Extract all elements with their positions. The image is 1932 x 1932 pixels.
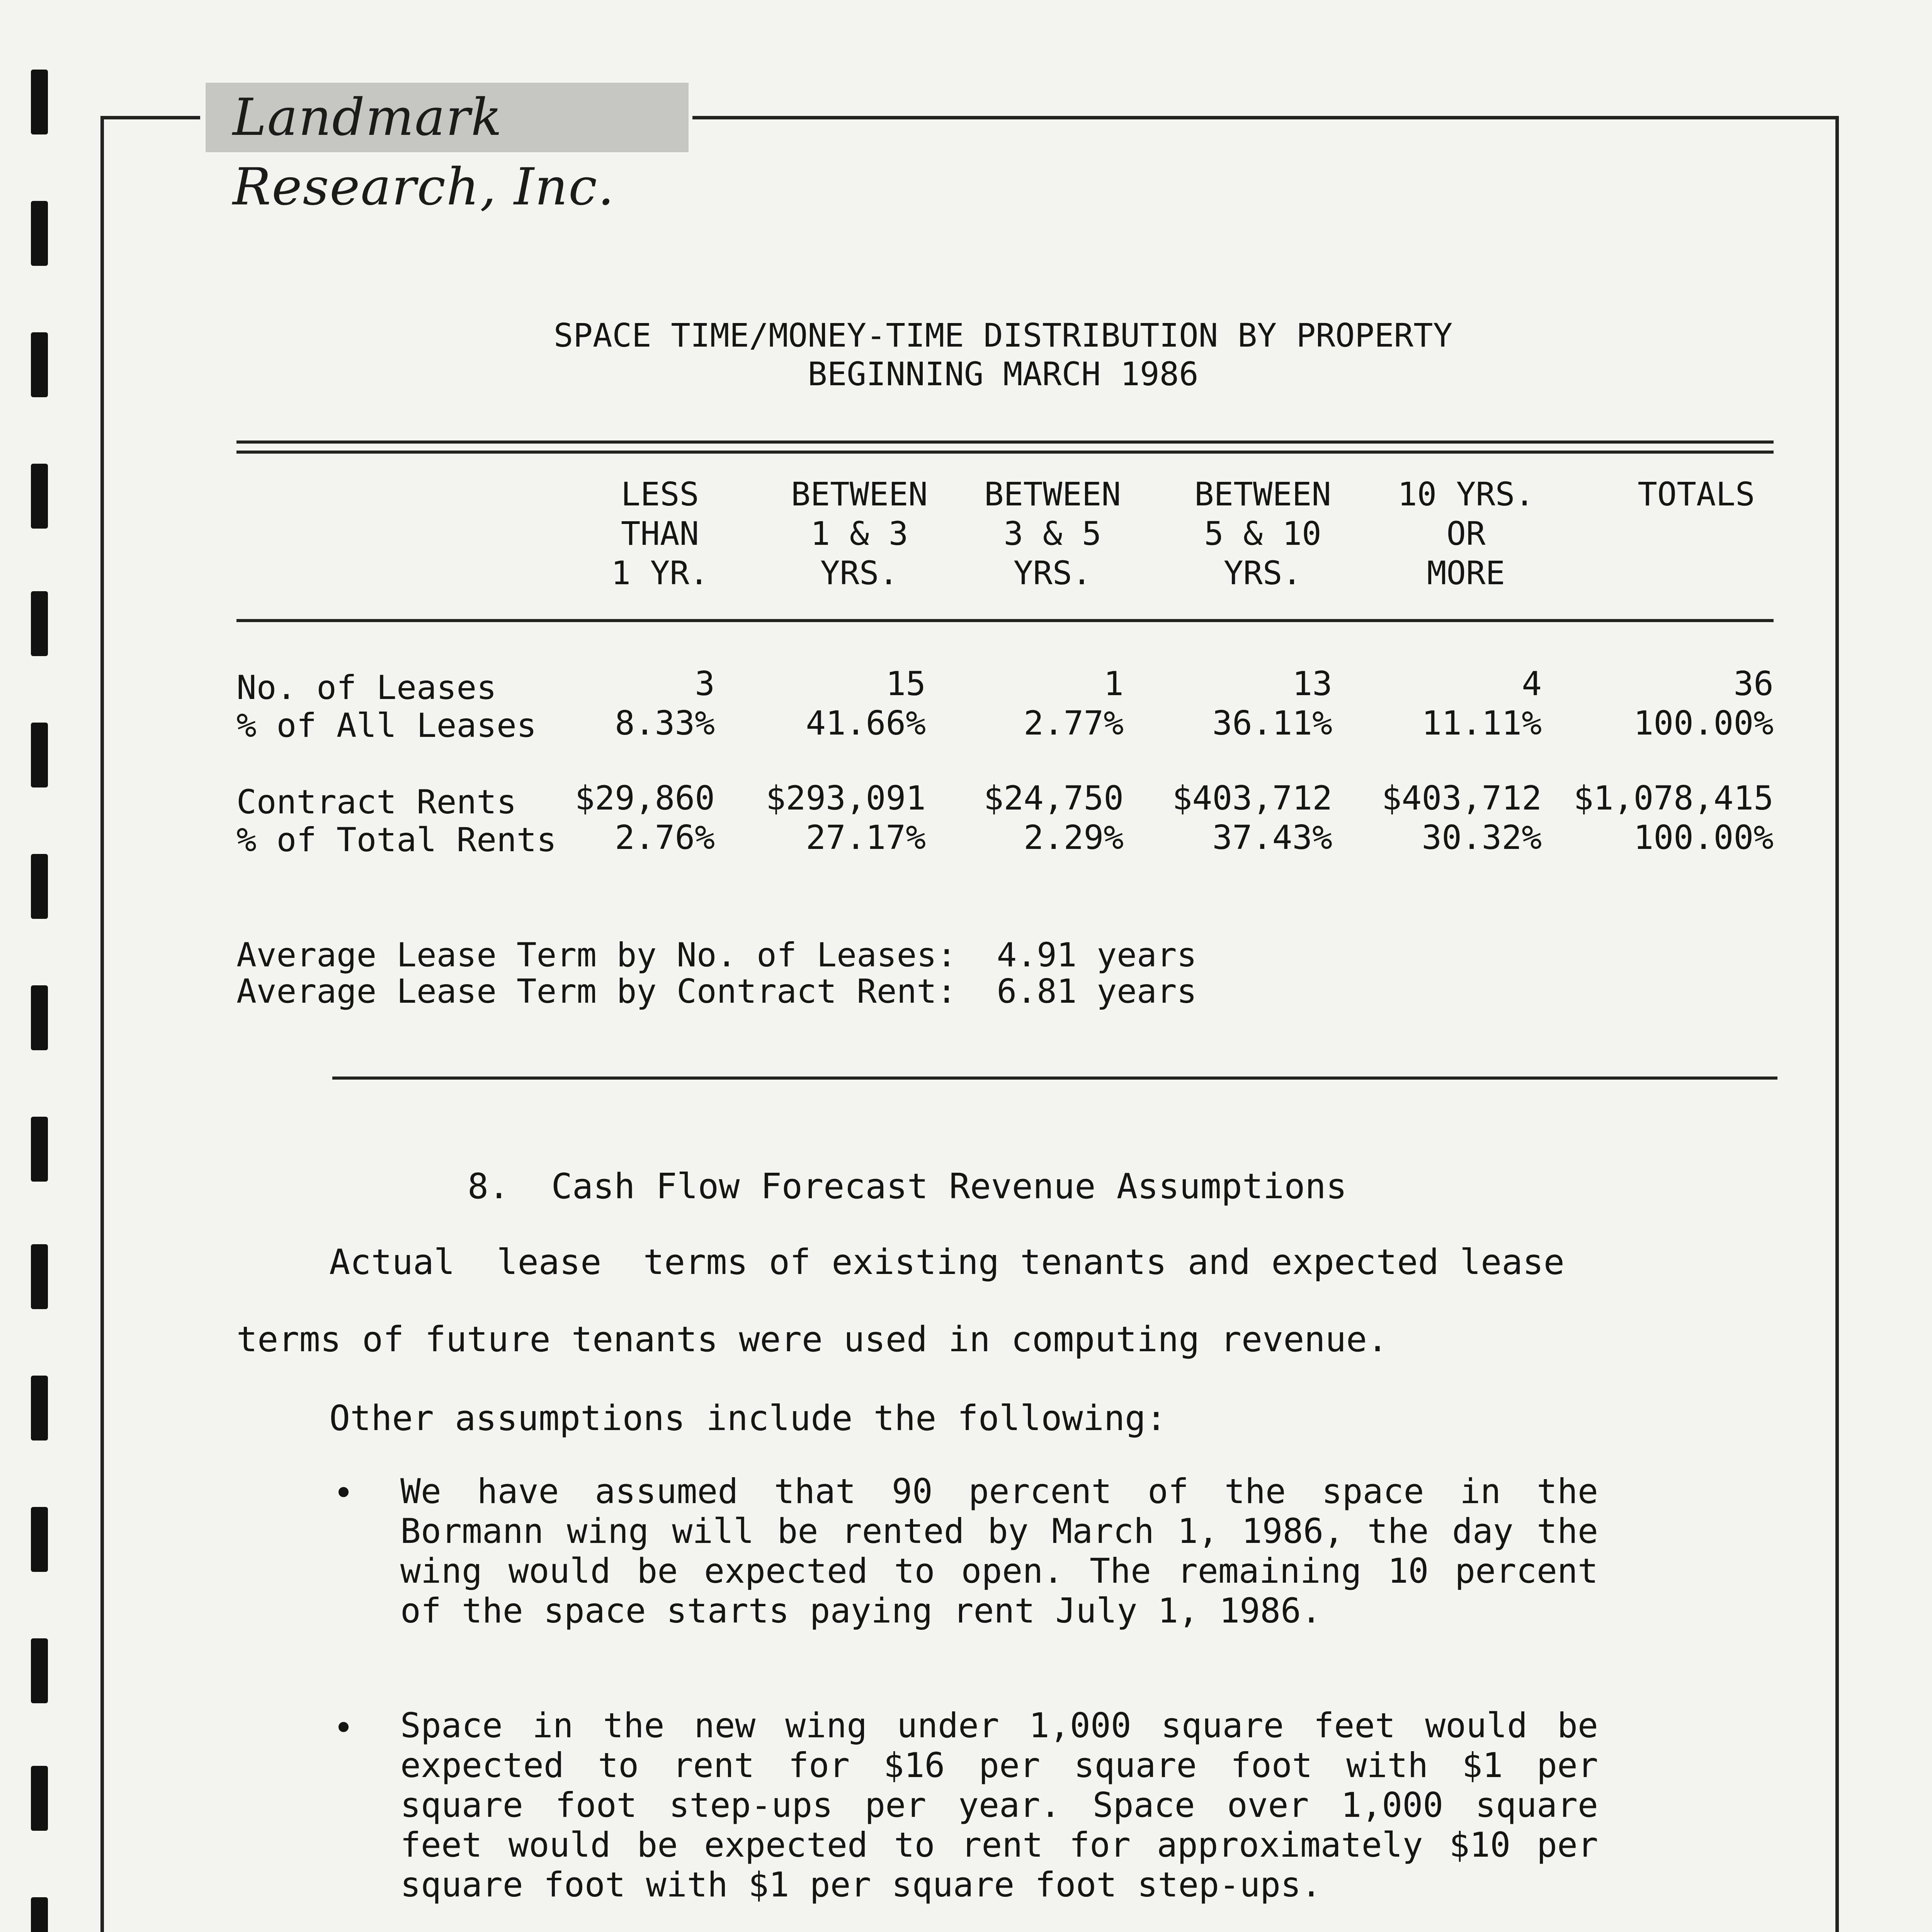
table-cell: $24,750 [983,779,1124,818]
bullet-marker: • [333,1708,354,1748]
table-cell: $1,078,415 [1573,779,1774,818]
table-cell: 41.66% [806,704,926,743]
table-cell: 27.17% [806,818,926,857]
bullet-marker: • [333,1473,354,1514]
col-header-less-than-1: LESS THAN 1 YR. [611,475,709,592]
table-cell: 15 [886,665,926,703]
table-cell: 13 [1292,665,1332,703]
double-rule [236,440,1774,454]
bullet-item: Space in the new wing under 1,000 square feet would be expected to rent for $16 per square foot with $1 per square foot step-ups per year. Space over 1,000 square feet would be expected to rent for approximately $10 per square foot with $1 per square foot step-ups. [400,1706,1598,1905]
table-cell: 2.76% [615,818,715,857]
table-cell: 30.32% [1422,818,1542,857]
table-cell: 37.43% [1212,818,1332,857]
table-cell: 2.77% [1024,704,1124,743]
table-cell: 1 [1104,665,1124,703]
avg-term-by-rent: Average Lease Term by Contract Rent: 6.81 years [236,972,1197,1011]
paragraph-line: Actual lease terms of existing tenants and expected lease [329,1242,1565,1282]
table-cell: 3 [695,665,715,703]
table-cell: 100.00% [1633,818,1774,857]
table-cell: 100.00% [1633,704,1774,743]
table-cell: 8.33% [615,704,715,743]
col-header-totals: TOTALS [1638,475,1755,513]
letterhead-logo: Landmark Research, Inc. [206,83,689,152]
section-heading: 8. Cash Flow Forecast Revenue Assumptions [468,1166,1347,1207]
col-header-10-plus: 10 YRS. OR MORE [1397,475,1534,592]
row-label-pct-all-leases: % of All Leases [236,706,537,745]
section-rule [332,1077,1777,1080]
paragraph-intro: Other assumptions include the following: [329,1398,1167,1439]
table-cell: $293,091 [765,779,926,818]
table-cell: 36 [1733,665,1774,703]
avg-term-by-leases: Average Lease Term by No. of Leases: 4.91 years [236,936,1197,975]
table-cell: $29,860 [575,779,715,818]
paragraph-line: terms of future tenants were used in computing revenue. [236,1319,1388,1360]
table-cell: $403,712 [1172,779,1332,818]
table-title: SPACE TIME/MONEY-TIME DISTRIBUTION BY PROPERTY [553,316,1453,354]
table-cell: 11.11% [1422,704,1542,743]
col-header-1-3: BETWEEN 1 & 3 YRS. [791,475,928,592]
table-cell: 4 [1522,665,1542,703]
col-header-5-10: BETWEEN 5 & 10 YRS. [1194,475,1331,592]
header-rule [236,619,1774,622]
table-subtitle: BEGINNING MARCH 1986 [808,355,1199,393]
row-label-pct-total-rents: % of Total Rents [236,821,557,859]
row-label-contract-rents: Contract Rents [236,783,517,821]
table-cell: 2.29% [1024,818,1124,857]
col-header-3-5: BETWEEN 3 & 5 YRS. [984,475,1121,592]
bullet-item: We have assumed that 90 percent of the space in the Bormann wing will be rented by March 1, 1986, the day the wing would be expected to open. The remaining 10 percent of the space starts paying rent July 1, 1986. [400,1471,1598,1631]
table-cell: $403,712 [1381,779,1542,818]
table-cell: 36.11% [1212,704,1332,743]
row-label-no-of-leases: No. of Leases [236,668,497,707]
